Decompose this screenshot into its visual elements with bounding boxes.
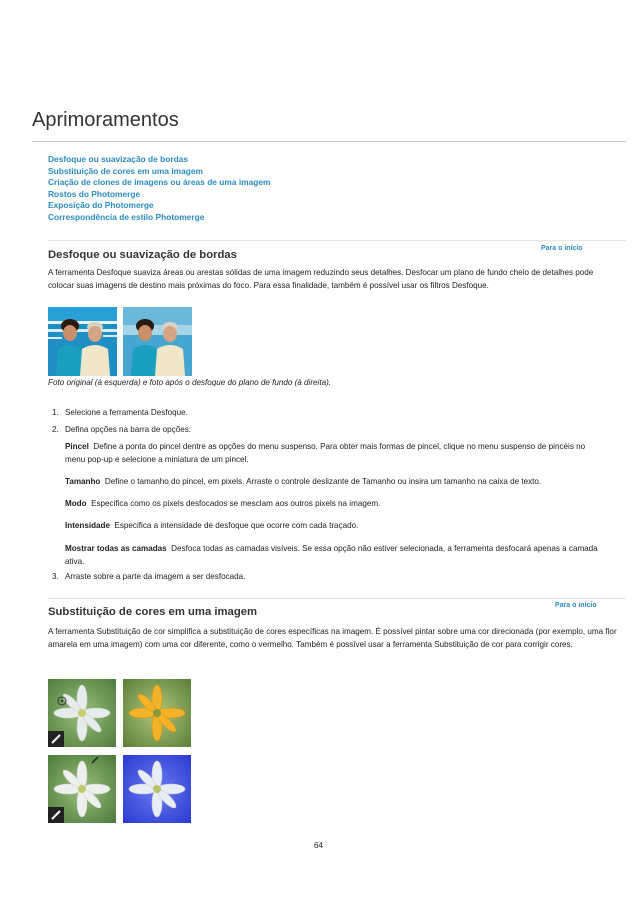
flower-blue-background-photo xyxy=(123,755,191,823)
option-term: Intensidade xyxy=(65,521,110,530)
toc-link[interactable]: Correspondência de estilo Photomerge xyxy=(48,211,205,222)
section-divider xyxy=(48,240,626,241)
toc-link[interactable]: Substituição de cores em uma imagem xyxy=(48,165,203,176)
step-number: 3. xyxy=(52,572,59,581)
flower-white-photo xyxy=(48,755,116,823)
toc-link[interactable]: Rostos do Photomerge xyxy=(48,188,141,199)
back-to-top-link[interactable]: Para o início xyxy=(541,245,583,252)
original-photo xyxy=(48,307,117,376)
section-intro: A ferramenta Substituição de cor simplifica a substituição de cores específicas na imagem. É possível pintar sobre uma cor direcionada (por exemplo, uma flor amarela em uma imagem) com uma cor diferente, como o vermelho. Também é possível usar a ferramenta Substituição de cor para corrigir cores. xyxy=(48,627,617,649)
option-brush xyxy=(65,441,605,466)
option-term: Mostrar todas as camadas xyxy=(65,544,167,553)
flower-yellow-photo xyxy=(123,679,191,747)
title-divider xyxy=(32,141,626,142)
section-intro: A ferramenta Desfoque suaviza áreas ou arestas sólidas de uma imagem reduzindo seus detalhes. Desfocar um plano de fundo cheio de detalhes pode colocar suas imagens de destino mais próximas do foco. Para essa finalidade, também é possível usar os filtros Desfoque. xyxy=(48,268,594,290)
flower-original-photo xyxy=(48,679,116,747)
step-number: 2. xyxy=(52,425,59,434)
section-title-blur: Desfoque ou suavização de bordas xyxy=(48,249,237,261)
back-to-top-link[interactable]: Para o início xyxy=(555,602,597,609)
step-text: Arraste sobre a parte da imagem a ser desfocada. xyxy=(65,572,246,581)
toc-link[interactable]: Criação de clones de imagens ou áreas de uma imagem xyxy=(48,177,271,188)
option-term: Pincel xyxy=(65,442,89,451)
option-desc: Especifica como os pixels desfocados se mesclam aos outros pixels na imagem. xyxy=(91,499,381,508)
section-title-color-replace: Substituição de cores em uma imagem xyxy=(48,606,258,618)
option-mode xyxy=(65,498,605,511)
toc-link[interactable]: Exposição do Photomerge xyxy=(48,200,154,211)
option-size xyxy=(65,476,605,489)
option-term: Tamanho xyxy=(65,477,101,486)
blurred-background-photo xyxy=(123,307,192,376)
step-text: Selecione a ferramenta Desfoque. xyxy=(65,408,188,417)
page-number: 64 xyxy=(314,841,323,850)
option-desc: Desfoca todas as camadas visíveis. Se essa opção não estiver selecionada, a ferramenta desfocará apenas a camada ativa. xyxy=(65,544,598,566)
option-strength xyxy=(65,520,605,533)
option-all-layers xyxy=(65,543,605,568)
option-desc: Define o tamanho do pincel, em pixels. Arraste o controle deslizante de Tamanho ou insira um tamanho na caixa de texto. xyxy=(104,477,542,486)
option-desc: Define a ponta do pincel dentre as opções do menu suspenso. Para obter mais formas de pincel, clique no menu suspenso de pincéis no menu pop-up e selecione a miniatura de um pincel. xyxy=(65,442,586,464)
figure-caption: Foto original (à esquerda) e foto após o desfoque do plano de fundo (à direita). xyxy=(48,378,332,387)
step-text: Defina opções na barra de opções: xyxy=(65,425,191,434)
page-title: Aprimoramentos xyxy=(32,109,179,131)
step-number: 1. xyxy=(52,408,59,417)
option-desc: Especifica a intensidade de desfoque que ocorre com cada traçado. xyxy=(114,521,359,530)
table-of-contents xyxy=(48,154,271,224)
toc-link[interactable]: Desfoque ou suavização de bordas xyxy=(48,154,189,164)
section-divider xyxy=(48,598,626,599)
option-term: Modo xyxy=(65,499,87,508)
